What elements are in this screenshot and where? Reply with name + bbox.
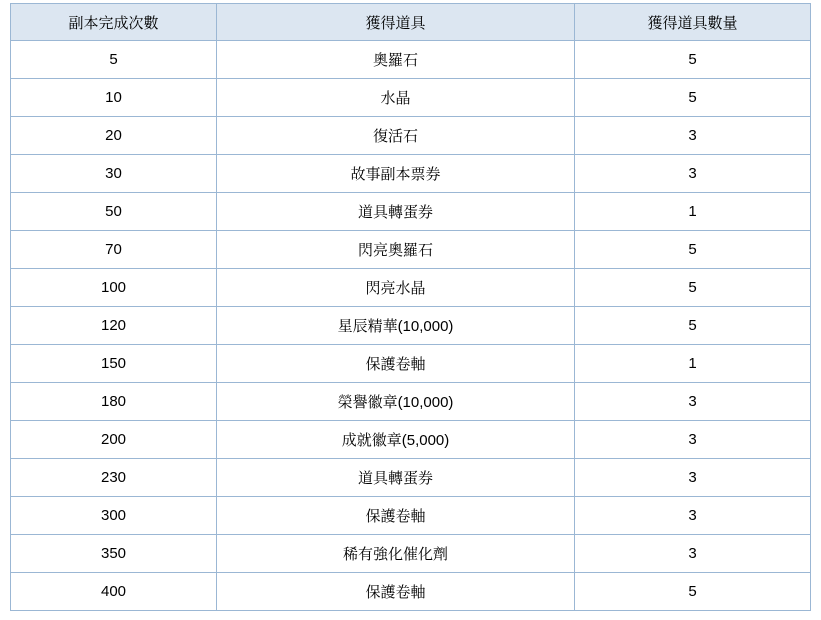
table-header bbox=[11, 4, 811, 41]
reward-table bbox=[10, 3, 811, 611]
table-body bbox=[11, 41, 811, 611]
cell-reward-quantity: 5 bbox=[575, 79, 811, 117]
cell-clear-count: 300 bbox=[11, 497, 217, 535]
cell-reward-quantity: 3 bbox=[575, 421, 811, 459]
cell-reward-item: 保護卷軸 bbox=[217, 573, 575, 611]
cell-reward-quantity: 5 bbox=[575, 573, 811, 611]
table-row bbox=[11, 497, 811, 535]
table-row bbox=[11, 421, 811, 459]
cell-reward-quantity: 3 bbox=[575, 117, 811, 155]
cell-clear-count: 50 bbox=[11, 193, 217, 231]
cell-reward-item: 閃亮奧羅石 bbox=[217, 231, 575, 269]
cell-clear-count: 400 bbox=[11, 573, 217, 611]
table-row bbox=[11, 269, 811, 307]
table-row bbox=[11, 383, 811, 421]
cell-reward-quantity: 3 bbox=[575, 155, 811, 193]
table-header-row bbox=[11, 4, 811, 41]
cell-reward-quantity: 3 bbox=[575, 535, 811, 573]
cell-reward-item: 水晶 bbox=[217, 79, 575, 117]
cell-clear-count: 350 bbox=[11, 535, 217, 573]
table-row bbox=[11, 231, 811, 269]
table-row bbox=[11, 573, 811, 611]
cell-reward-item: 稀有強化催化劑 bbox=[217, 535, 575, 573]
cell-clear-count: 30 bbox=[11, 155, 217, 193]
column-header-reward-quantity: 獲得道具數量 bbox=[575, 4, 811, 41]
cell-clear-count: 20 bbox=[11, 117, 217, 155]
cell-reward-quantity: 3 bbox=[575, 383, 811, 421]
cell-clear-count: 230 bbox=[11, 459, 217, 497]
column-header-reward-item: 獲得道具 bbox=[217, 4, 575, 41]
cell-clear-count: 5 bbox=[11, 41, 217, 79]
cell-reward-item: 保護卷軸 bbox=[217, 345, 575, 383]
cell-clear-count: 100 bbox=[11, 269, 217, 307]
cell-reward-item: 閃亮水晶 bbox=[217, 269, 575, 307]
cell-reward-quantity: 3 bbox=[575, 497, 811, 535]
cell-reward-item: 復活石 bbox=[217, 117, 575, 155]
table-row bbox=[11, 307, 811, 345]
table-row bbox=[11, 79, 811, 117]
cell-clear-count: 200 bbox=[11, 421, 217, 459]
cell-reward-item: 道具轉蛋券 bbox=[217, 193, 575, 231]
cell-reward-quantity: 3 bbox=[575, 459, 811, 497]
cell-reward-quantity: 5 bbox=[575, 269, 811, 307]
cell-clear-count: 10 bbox=[11, 79, 217, 117]
cell-reward-item: 奧羅石 bbox=[217, 41, 575, 79]
table-row bbox=[11, 193, 811, 231]
cell-reward-item: 星辰精華(10,000) bbox=[217, 307, 575, 345]
cell-reward-item: 榮譽徽章(10,000) bbox=[217, 383, 575, 421]
table-row bbox=[11, 155, 811, 193]
cell-clear-count: 180 bbox=[11, 383, 217, 421]
cell-reward-quantity: 1 bbox=[575, 345, 811, 383]
cell-reward-quantity: 5 bbox=[575, 231, 811, 269]
cell-reward-quantity: 5 bbox=[575, 307, 811, 345]
cell-reward-quantity: 1 bbox=[575, 193, 811, 231]
cell-clear-count: 150 bbox=[11, 345, 217, 383]
cell-reward-quantity: 5 bbox=[575, 41, 811, 79]
cell-clear-count: 70 bbox=[11, 231, 217, 269]
cell-reward-item: 成就徽章(5,000) bbox=[217, 421, 575, 459]
table-row bbox=[11, 41, 811, 79]
table-row bbox=[11, 117, 811, 155]
table-row bbox=[11, 535, 811, 573]
column-header-clear-count: 副本完成次數 bbox=[11, 4, 217, 41]
cell-reward-item: 保護卷軸 bbox=[217, 497, 575, 535]
cell-clear-count: 120 bbox=[11, 307, 217, 345]
cell-reward-item: 道具轉蛋券 bbox=[217, 459, 575, 497]
cell-reward-item: 故事副本票券 bbox=[217, 155, 575, 193]
table-row bbox=[11, 345, 811, 383]
table-row bbox=[11, 459, 811, 497]
